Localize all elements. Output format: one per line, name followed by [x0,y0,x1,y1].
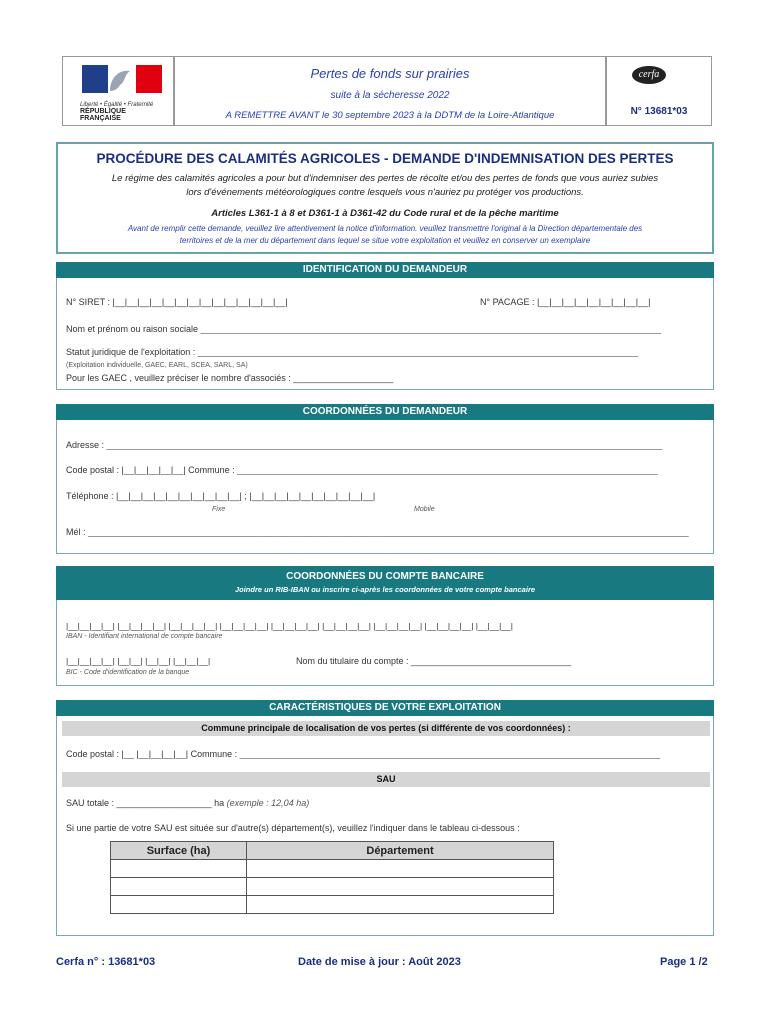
address-field[interactable]: Adresse : _______________________________________________________________________________________________________________ [66,440,663,450]
intro-notice-1: Avant de remplir cette demande, veuillez lire attentivement la notice d'information. veuillez transmettre l'original à la Direction départementale des [127,224,643,233]
sau-note: Si une partie de votre SAU est située sur d'autre(s) département(s), veuillez l'indiquer dans le tableau ci-dessous : [66,823,520,833]
logo-republic: RÉPUBLIQUE FRANÇAISE [80,108,126,122]
iban-field[interactable]: |__|__|__|__| |__|__|__|__| |__|__|__|__| |__|__|__|__| |__|__|__|__| |__|__|__|__| |__|__|__|__| |__|__|__|__| |__|__|__| [66,621,513,631]
identification-header: IDENTIFICATION DU DEMANDEUR [56,262,714,278]
department-cell[interactable] [247,878,554,896]
deadline-text: A REMETTRE AVANT le 30 septembre 2023 à la DDTM de la Loire-Atlantique [225,110,555,121]
sau-example: (exemple : 12,04 ha) [226,798,310,808]
intro-line-1: Le régime des calamités agricoles a pour but d'indemniser des pertes de récolte et/ou des pertes de fonds que vous auriez subies [111,173,659,184]
bank-header [56,566,714,600]
surface-column-header: Surface (ha) [111,842,247,860]
account-holder-field[interactable]: Nom du titulaire du compte : ________________________________ [296,656,572,666]
postal-code-field[interactable]: Code postal : |__|__|__|__|__| Commune : ____________________________________________________________________________________ [66,465,658,475]
logo-motto: Liberté • Égalité • Fraternité [80,102,154,108]
table-header-row [111,842,554,860]
form-title: Pertes de fonds sur prairies [310,66,470,81]
coordinates-header: COORDONNÉES DU DEMANDEUR [56,404,714,420]
phone-field[interactable]: Téléphone : |__|__|__|__|__|__|__|__|__|__| ; |__|__|__|__|__|__|__|__|__|__| [66,491,376,501]
intro-title: PROCÉDURE DES CALAMITÉS AGRICOLES - DEMANDE D'INDEMNISATION DES PERTES [96,151,674,166]
email-field[interactable]: Mél : ________________________________________________________________________________________________________________________ [66,527,689,537]
intro-notice-2: territoires et de la mer du département dans lequel se situe votre exploitation et veuillez en conserver un exemplaire [179,236,591,245]
phone-mobile-label: Mobile [414,506,435,513]
intro-articles: Articles L361-1 à 8 et D361-1 à D361-42 du Code rural et de la pêche maritime [211,208,559,219]
siret-field[interactable]: N° SIRET : |__|__|__|__|__|__|__|__|__|__|__|__|__|__| [66,297,288,307]
department-cell[interactable] [247,896,554,914]
legal-status-hint: (Exploitation individuelle, GAEC, EARL, SCEA, SARL, SA) [66,362,248,369]
phone-fixe-label: Fixe [212,506,226,513]
surface-cell[interactable] [111,878,247,896]
form-subtitle: suite à la sécheresse 2022 [330,90,450,101]
footer-page: Page 1 /2 [660,956,708,968]
cerfa-number: N° 13681*03 [630,106,688,117]
department-cell[interactable] [247,860,554,878]
iban-hint: IBAN - Identifiant international de compte bancaire [66,633,223,640]
legal-status-field[interactable]: Statut juridique de l'exploitation : ________________________________________________________________________________________ [66,347,639,357]
flag-icon [80,63,164,95]
name-field[interactable]: Nom et prénom ou raison sociale ____________________________________________________________________________________________ [66,324,662,334]
exploitation-header: CARACTÉRISTIQUES DE VOTRE EXPLOITATION [56,700,714,716]
footer-date: Date de mise à jour : Août 2023 [298,956,461,968]
surface-cell[interactable] [111,860,247,878]
gaec-associates-field[interactable]: Pour les GAEC , veuillez préciser le nombre d'associés : ____________________ [66,373,394,383]
table-row [111,878,554,896]
department-table [110,841,554,914]
department-column-header: Département [247,842,554,860]
footer-cerfa: Cerfa n° : 13681*03 [56,956,156,968]
cerfa-logo: cerfa [632,66,666,84]
pacage-field[interactable]: N° PACAGE : |__|__|__|__|__|__|__|__|__| [480,297,651,307]
marianne-logo [80,63,164,122]
table-row [111,896,554,914]
bank-header-subtitle: Joindre un RIB-IBAN ou inscrire ci-après les coordonnées de votre compte bancaire [234,585,536,594]
bank-header-title: COORDONNÉES DU COMPTE BANCAIRE [286,571,484,582]
commune-subheader: Commune principale de localisation de vos pertes (si différente de vos coordonnées) : [62,721,710,736]
table-row [111,860,554,878]
sau-total-field [66,798,309,808]
bic-hint: BIC - Code d'identification de la banque [66,669,190,676]
sau-subheader: SAU [62,772,710,787]
sau-total-input[interactable]: SAU totale : ___________________ ha [66,798,225,808]
bic-field[interactable]: |__|__|__|__| |__|__| |__|__| |__|__|__| [66,656,211,666]
surface-cell[interactable] [111,896,247,914]
intro-line-2: lors d'événements météorologiques contre lesquels vous n'auriez pu protéger vos productions. [186,187,584,198]
loss-postal-code-field[interactable]: Code postal : |__ |__|__|__|__| Commune : ____________________________________________________________________________________ [66,749,661,759]
